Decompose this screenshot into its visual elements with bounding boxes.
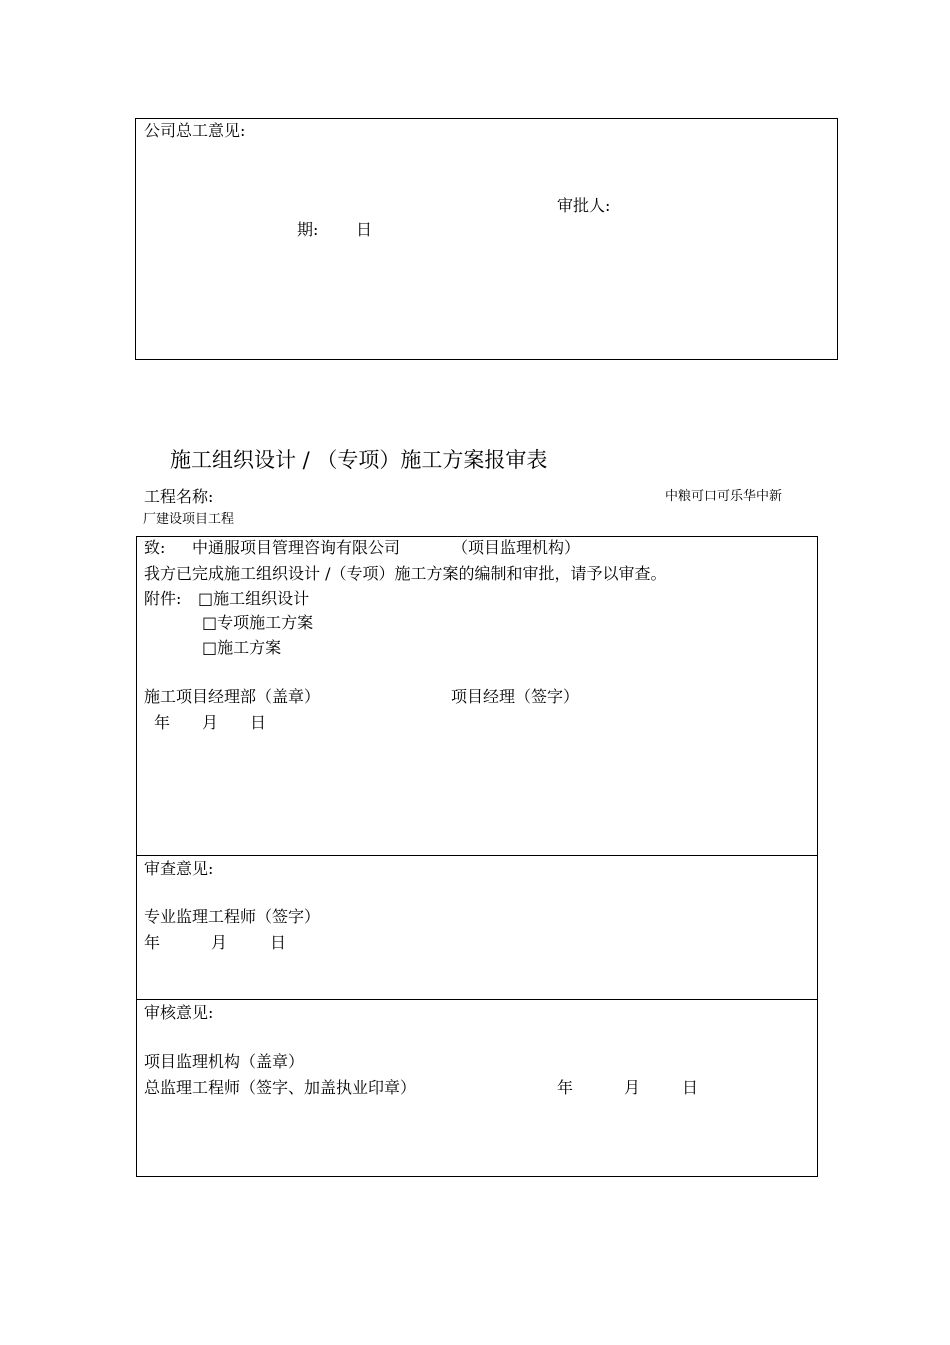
date-ri-label: 日 xyxy=(356,220,373,239)
to-company: 中通服项目管理咨询有限公司 xyxy=(192,538,401,557)
date-year: 年 xyxy=(144,933,161,952)
project-name-value-part2: 厂建设项目工程 xyxy=(143,512,235,527)
date-month: 月 xyxy=(211,933,228,952)
project-manager-signature-label: 项目经理（签字） xyxy=(451,687,580,706)
chief-engineer-opinion-label: 公司总工意见: xyxy=(144,121,246,140)
audit-opinion-label: 审核意见: xyxy=(144,1003,214,1022)
attachment-item: □施工组织设计 xyxy=(198,589,310,608)
date-month: 月 xyxy=(624,1078,641,1097)
date-day: 日 xyxy=(250,713,267,732)
row-divider xyxy=(136,855,818,856)
submission-statement: 我方已完成施工组织设计 /（专项）施工方案的编制和审批，请予以审查。 xyxy=(144,564,667,583)
project-name-value-part1: 中粮可口可乐华中新 xyxy=(665,489,783,504)
date-month: 月 xyxy=(202,713,219,732)
date-year: 年 xyxy=(154,713,171,732)
construction-dept-seal-label: 施工项目经理部（盖章） xyxy=(144,687,321,706)
supervision-org-seal-label: 项目监理机构（盖章） xyxy=(144,1052,305,1071)
approver-label: 审批人: xyxy=(557,196,611,215)
to-organization: （项目监理机构） xyxy=(452,538,581,557)
attachments-label: 附件: xyxy=(144,589,182,608)
date-day: 日 xyxy=(270,933,287,952)
date-day: 日 xyxy=(682,1078,699,1097)
date-year: 年 xyxy=(557,1078,574,1097)
row-divider xyxy=(136,999,818,1000)
chief-supervisor-signature-label: 总监理工程师（签字、加盖执业印章） xyxy=(144,1078,417,1097)
attachment-item: □专项施工方案 xyxy=(202,613,314,632)
supervising-engineer-signature-label: 专业监理工程师（签字） xyxy=(144,907,321,926)
chief-engineer-opinion-box xyxy=(135,118,838,360)
attachment-item: □施工方案 xyxy=(202,638,282,657)
to-label: 致: xyxy=(144,538,166,557)
form-title: 施工组织设计 / （专项）施工方案报审表 xyxy=(170,448,548,472)
project-name-label: 工程名称: xyxy=(144,487,214,506)
date-qi-label: 期: xyxy=(297,220,319,239)
review-opinion-label: 审查意见: xyxy=(144,859,214,878)
